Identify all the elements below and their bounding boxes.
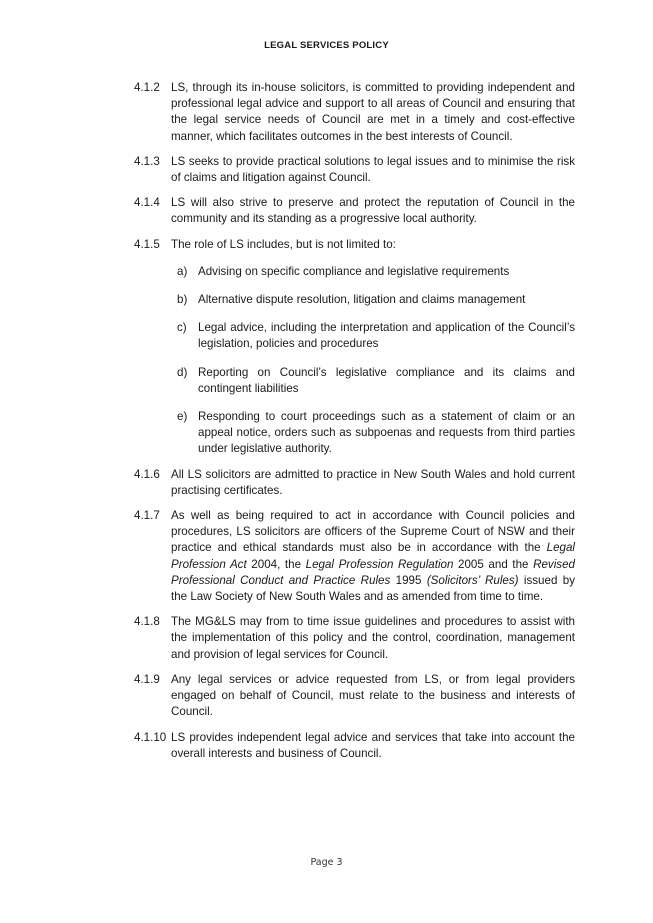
page-header: LEGAL SERVICES POLICY	[264, 40, 389, 51]
clause-text: LS will also strive to preserve and protect the reputation of Council in the community and its standing as a progressive local authority.	[171, 196, 575, 226]
clause-number: 4.1.7	[134, 509, 160, 523]
clause-text-part: 1995	[390, 573, 427, 587]
clause-4-1-6	[134, 467, 575, 499]
clause-number: 4.1.9	[134, 672, 160, 686]
clause-4-1-8	[134, 614, 575, 663]
role-list	[171, 264, 575, 458]
clause-number: 4.1.4	[134, 196, 160, 210]
clause-4-1-2	[134, 80, 575, 145]
clause-text: Any legal services or advice requested from LS, or from legal providers engaged on behalf of Council, must relate to the business and interests of Council.	[171, 672, 575, 719]
rules-short-title: (Solicitors’ Rules)	[426, 573, 519, 587]
document-body	[134, 80, 575, 771]
clause-text: LS seeks to provide practical solutions to legal issues and to minimise the risk of claims and litigation against Council.	[171, 154, 575, 185]
list-item-text: Advising on specific compliance and legislative requirements	[198, 264, 510, 278]
clause-text: LS, through its in-house solicitors, is committed to providing independent and professional legal advice and support to all areas of Council and ensuring that the legal service needs of Council are met in a timely and cost-effective manner, which facilitates outcomes in the best interests of Council.	[171, 81, 575, 143]
clause-4-1-10	[134, 730, 575, 762]
clause-text: All LS solicitors are admitted to practice in New South Wales and hold current practising certificates.	[171, 467, 575, 497]
clause-text: The MG&LS may from to time issue guidelines and procedures to assist with the implementation of this policy and the control, coordination, management and provision of legal services for Council.	[171, 615, 575, 661]
rules-title: Revised Professional Conduct and Practice Rules	[171, 557, 575, 587]
clause-4-1-3	[134, 154, 575, 186]
clause-4-1-4	[134, 195, 575, 227]
clause-text-part: 2005 and the	[453, 557, 534, 571]
list-item	[171, 264, 575, 280]
list-item	[171, 365, 575, 397]
list-item	[171, 292, 575, 308]
clause-number: 4.1.3	[134, 154, 160, 168]
clause-text-part: issued by the Law Society of New South Wales and as amended from time to time.	[171, 573, 575, 604]
list-item-label: c)	[177, 321, 187, 335]
clause-4-1-5	[134, 237, 575, 253]
list-item-text: Legal advice, including the interpretation and application of the Council’s legislation, policies and procedures	[198, 321, 575, 351]
list-item	[171, 320, 575, 352]
clause-number: 4.1.8	[134, 615, 160, 629]
clause-number: 4.1.2	[134, 81, 160, 94]
list-item-label: d)	[177, 365, 188, 379]
clause-text-part: 2004, the	[246, 557, 306, 571]
clause-number: 4.1.6	[134, 467, 160, 481]
act-title: Legal Profession Act	[171, 541, 575, 571]
list-item-label: b)	[177, 293, 188, 307]
clause-text	[171, 508, 575, 605]
regulation-title: Legal Profession Regulation	[305, 557, 454, 571]
clause-number: 4.1.5	[134, 237, 160, 251]
list-item-text: Reporting on Council’s legislative compliance and its claims and contingent liabilities	[198, 365, 575, 395]
list-item-label: e)	[177, 410, 188, 424]
list-item	[171, 409, 575, 458]
list-item-text: Alternative dispute resolution, litigation and claims management	[198, 293, 526, 307]
clause-4-1-9	[134, 672, 575, 721]
clause-text-part: As well as being required to act in accordance with Council policies and procedures, LS solicitors are officers of the Supreme Court of NSW and their practice and ethical standards must also be in accordance with the	[171, 509, 575, 555]
clause-4-1-7	[134, 508, 575, 605]
clause-number: 4.1.10	[134, 730, 167, 744]
page-number: Page 3	[310, 857, 343, 868]
clause-text: The role of LS includes, but is not limited to:	[171, 237, 396, 251]
clause-text: LS provides independent legal advice and services that take into account the overall interests and business of Council.	[171, 730, 575, 760]
list-item-label: a)	[177, 264, 188, 278]
list-item-text: Responding to court proceedings such as a statement of claim or an appeal notice, orders such as subpoenas and requests from third parties under legislative authority.	[198, 410, 575, 456]
